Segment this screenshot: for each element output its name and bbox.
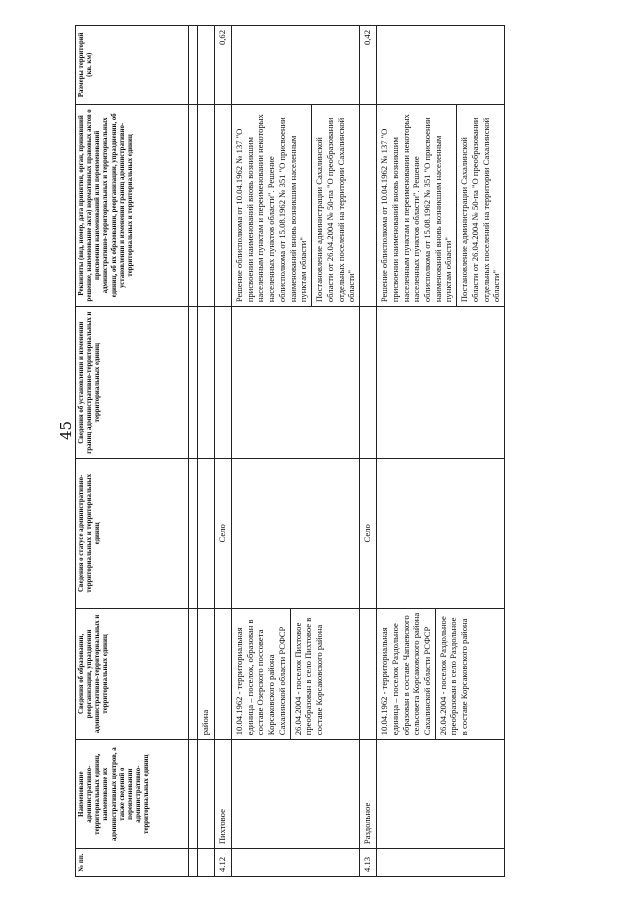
- blank-cell: [377, 26, 505, 105]
- header-row: [76, 26, 189, 877]
- blank-cell: [232, 459, 360, 608]
- blank-cell: [189, 459, 198, 608]
- row-area: 0,62: [215, 26, 232, 105]
- reg-entry: Постановление администрации Сахалинской области от 26.04.2004 № 50-па "О преобразовании отдельных поселений на территории Сахалинской области": [311, 105, 359, 307]
- table-row: [232, 26, 360, 877]
- reg-entry: Постановление администрации Сахалинской области от 26.04.2004 № 50-па "О преобразовании отдельных поселений на территории Сахалинской области": [456, 105, 504, 307]
- blank-cell: [189, 740, 198, 849]
- blank-cell: [360, 307, 377, 459]
- blank-cell: [215, 104, 232, 307]
- header-info: Сведения об образовании, реорганизации, упразднении административно-территориальных и территориальных единиц: [76, 608, 189, 740]
- info-entry: 26.04.2004 - поселок Раздольное преобразован в село Раздольное в составе Корсаковского района: [435, 609, 472, 740]
- blank-cell: [198, 26, 215, 105]
- blank-cell: [232, 26, 360, 105]
- blank-cell: [232, 307, 360, 459]
- registry-table: [75, 25, 505, 877]
- blank-cell: [189, 307, 198, 459]
- blank-cell: [189, 608, 198, 740]
- header-change: Сведения об установлении и изменении границ административно-территориальных и территориальных единиц: [76, 307, 189, 459]
- continuation-row: [198, 26, 215, 877]
- table-row-head: [215, 26, 232, 877]
- blank-cell: [189, 104, 198, 307]
- row-name: Раздольное: [360, 740, 377, 849]
- row-reg: [377, 104, 505, 307]
- page-number: 45: [57, 420, 75, 440]
- blank-cell: [360, 608, 377, 740]
- blank-cell: [377, 459, 505, 608]
- blank-cell: [189, 26, 198, 105]
- blank-cell: [215, 307, 232, 459]
- table-row: [377, 26, 505, 877]
- row-num: 4.12: [215, 849, 232, 877]
- row-reg: [232, 104, 360, 307]
- column-number-row: [189, 26, 198, 877]
- blank-cell: [377, 849, 505, 877]
- blank-cell: [232, 849, 360, 877]
- blank-cell: [360, 104, 377, 307]
- blank-cell: [232, 740, 360, 849]
- blank-cell: [198, 740, 215, 849]
- info-entry: 10.04.1962 - территориальная единица – поселок Раздольное образован в составе Чапаевского сельсовета Корсаковского района Сахалинской области РСФСР: [379, 612, 433, 736]
- blank-cell: [198, 459, 215, 608]
- blank-cell: [377, 740, 505, 849]
- header-name: Наименование административно-территориальных единиц, наименование их административных центров, а также сведений о переименовании административно-территориальных единиц: [76, 740, 189, 849]
- row-name: Пихтовое: [215, 740, 232, 849]
- header-reg: Реквизиты (вид, номер, дата принятия, орган, принявший решение, наименование акта) нормативных правовых актов о присвоении наименований или переименований административно-территориальных и территориальных единиц, об их образовании, реорганизации, упразднении, об установлении и изменении границ административно-территориальных и территориальных единиц: [76, 104, 189, 307]
- blank-cell: [377, 307, 505, 459]
- info-entry: 26.04.2004 - поселок Пихтовое преобразован в село Пихтовое в составе Корсаковского района: [290, 609, 327, 740]
- reg-entry: Решение облисполкома от 10.04.1962 № 137 "О присвоении наименований вновь возникшим населенным пунктам и переименовании некоторых населенных пунктов области". Решение облисполкома от 15.08.1962 № 351 "О присвоении наименований вновь возникшим населенным пунктам области": [234, 114, 309, 303]
- continuation-info: района: [198, 608, 215, 740]
- blank-cell: [198, 104, 215, 307]
- row-area: 0,42: [360, 26, 377, 105]
- row-status: Село: [360, 459, 377, 608]
- document-table-rotated: [75, 25, 603, 877]
- row-info: [232, 608, 360, 740]
- blank-cell: [198, 307, 215, 459]
- blank-cell: [198, 849, 215, 877]
- header-num: № пп.: [76, 849, 189, 877]
- blank-cell: [215, 608, 232, 740]
- row-info: [377, 608, 505, 740]
- info-entry: 10.04.1962 - территориальная единица – поселок, образован в составе Озерского поссовета Корсаковского района Сахалинской области РСФСР: [234, 619, 287, 736]
- table-row-head: [360, 26, 377, 877]
- header-area: Размеры территорий (кв. км): [76, 26, 189, 105]
- reg-entry: Решение облисполкома от 10.04.1962 № 137 "О присвоении наименований вновь возникшим населенным пунктам и переименовании некоторых населенных пунктов области". Решение облисполкома от 15.08.1962 № 351 "О присвоении наименований вновь возникшим населенным пунктам области": [379, 114, 454, 303]
- row-num: 4.13: [360, 849, 377, 877]
- blank-cell: [189, 849, 198, 877]
- header-status: Сведения о статусе административно-территориальных и территориальных единиц: [76, 459, 189, 608]
- row-status: Село: [215, 459, 232, 608]
